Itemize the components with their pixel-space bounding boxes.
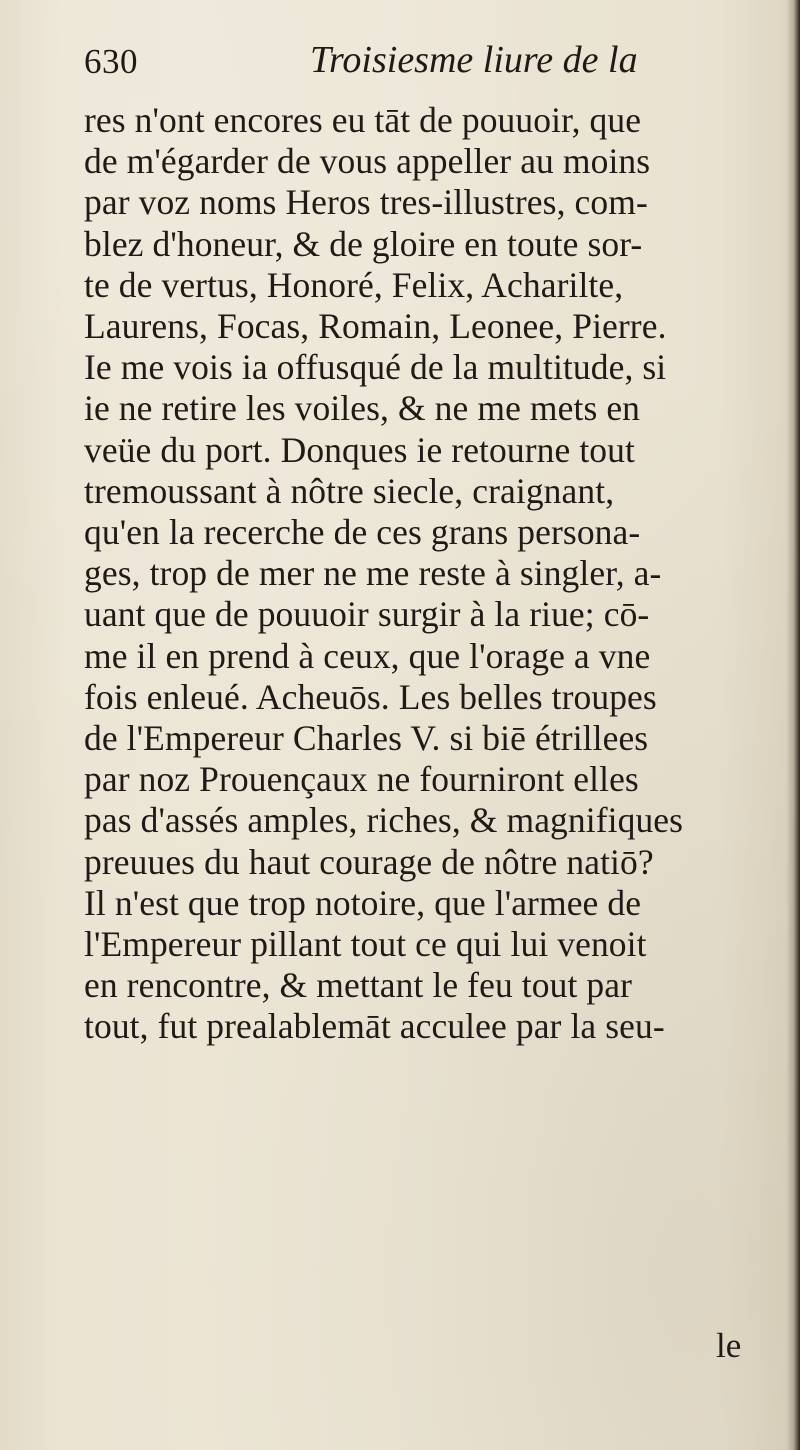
text-line: preuues du haut courage de nôtre natiō? <box>84 841 654 882</box>
text-line: fois enleué. Acheuōs. Les belles troupes <box>84 676 657 717</box>
text-line: veüe du port. Donques ie retourne tout <box>84 429 635 470</box>
text-line: ges, trop de mer ne me reste à singler, a- <box>84 553 662 594</box>
text-line: tout, fut prealablemāt acculee par la seu- <box>84 1006 665 1047</box>
text-line: par noz Prouençaux ne fourniront elles <box>84 759 639 800</box>
text-line: pas d'assés amples, riches, & magnifiques <box>84 800 684 841</box>
running-title: Troisiesme liure de la <box>310 39 638 81</box>
page-header <box>84 38 724 94</box>
text-line: en rencontre, & mettant le feu tout par <box>84 965 633 1006</box>
text-line: blez d'honeur, & de gloire en toute sor- <box>84 223 643 264</box>
text-line: me il en prend à ceux, que l'orage a vne <box>84 635 651 676</box>
catchword: le <box>716 1326 742 1365</box>
page-number: 630 <box>84 42 138 81</box>
text-line: uant que de pouuoir surgir à la riue; cō- <box>84 594 650 635</box>
text-line: te de vertus, Honoré, Felix, Acharilte, <box>84 264 624 305</box>
text-line: Laurens, Focas, Romain, Leonee, Pierre. <box>84 306 667 347</box>
text-line: de l'Empereur Charles V. si biē étrillees <box>84 718 649 759</box>
text-line: par voz noms Heros tres-illustres, com- <box>84 182 648 223</box>
text-line: Ie me vois ia offusqué de la multitude, si <box>84 347 667 388</box>
text-line: res n'ont encores eu tāt de pouuoir, que <box>84 100 642 140</box>
text-line: Il n'est que trop notoire, que l'armee de <box>84 882 642 923</box>
text-line: tremoussant à nôtre siecle, craignant, <box>84 470 615 511</box>
text-line: de m'égarder de vous appeller au moins <box>84 141 651 182</box>
page-edge-shadow <box>786 0 800 1450</box>
text-line: qu'en la recerche de ces grans persona- <box>84 512 641 553</box>
text-line: ie ne retire les voiles, & ne me mets en <box>84 388 641 429</box>
body-text <box>84 100 764 1420</box>
text-line: l'Empereur pillant tout ce qui lui venoit <box>84 924 647 965</box>
